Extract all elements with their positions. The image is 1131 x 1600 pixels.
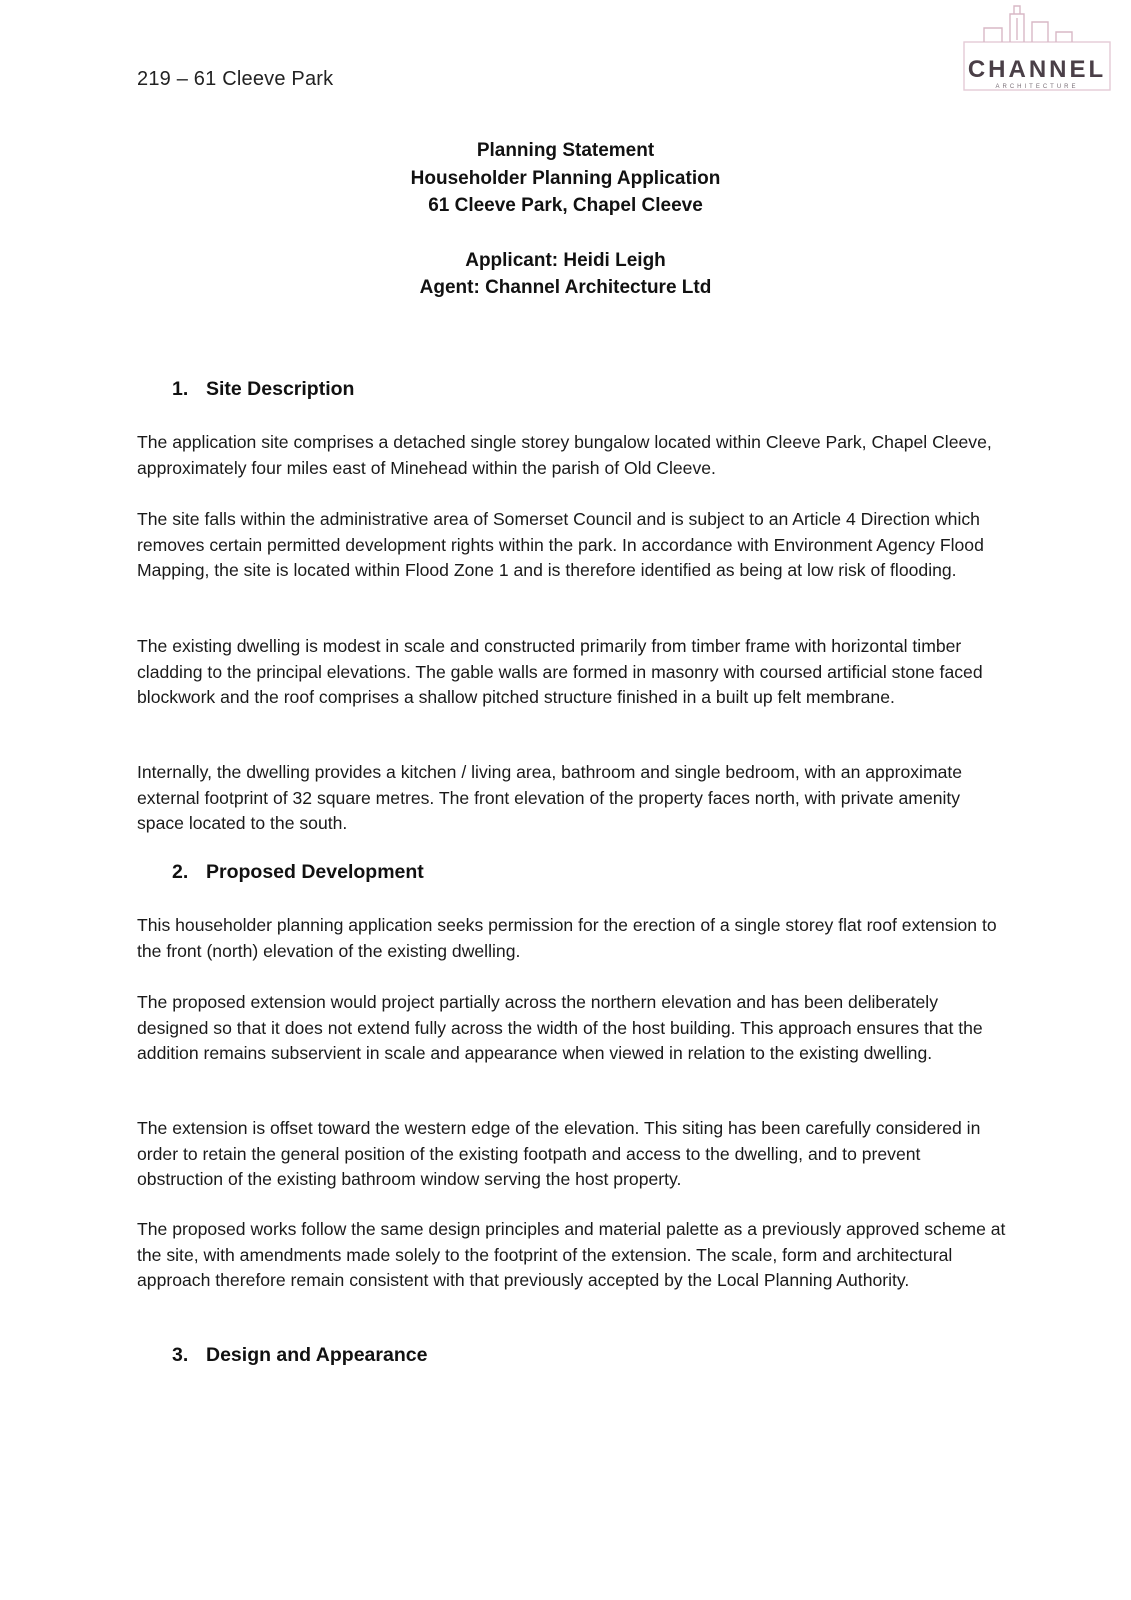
document-reference: 219 – 61 Cleeve Park [137, 68, 334, 90]
logo-wordmark: CHANNEL [967, 56, 1107, 83]
paragraph: The proposed extension would project partially across the northern elevation and has been deliberately designed so that it does not extend fully across the width of the host building. This approach ensures that the addition remains subservient in scale and appearance when viewed in relation to the existing dwelling. [137, 992, 983, 1064]
channel-architecture-logo [962, 4, 1122, 94]
applicant-line: Applicant: Heidi Leigh [465, 249, 666, 271]
application-type: Householder Planning Application [410, 167, 721, 189]
section-title: Site Description [206, 378, 355, 400]
section-heading-proposed-development [172, 861, 424, 884]
section-heading-design-and-appearance [172, 1344, 427, 1367]
logo-subtitle: ARCHITECTURE [995, 84, 1079, 90]
section-number: 1. [172, 378, 189, 400]
paragraph: The application site comprises a detached single storey bungalow located within Cleeve Park, Chapel Cleeve, approximately four miles east of Minehead within the parish of Old Cleeve. [137, 432, 992, 478]
paragraph: This householder planning application seeks permission for the erection of a single storey flat roof extension to the front (north) elevation of the existing dwelling. [137, 915, 997, 961]
agent-line: Agent: Channel Architecture Ltd [419, 277, 712, 298]
section-title: Design and Appearance [206, 1344, 428, 1366]
section-title: Proposed Development [206, 861, 424, 883]
title-block [0, 137, 1131, 302]
paragraph: The site falls within the administrative area of Somerset Council and is subject to an Article 4 Direction which removes certain permitted development rights within the park. In accordance with Environment Agency Flood Mapping, the site is located within Flood Zone 1 and is therefore identified as being at low risk of flooding. [137, 509, 984, 581]
section-number: 2. [172, 861, 189, 883]
document-title: Planning Statement [476, 140, 655, 161]
section-heading-site-description [172, 378, 354, 401]
paragraph: The existing dwelling is modest in scale and constructed primarily from timber frame with horizontal timber cladding to the principal elevations. The gable walls are formed in masonry with coursed artificial stone faced blockwork and the roof comprises a shallow pitched structure finished in a built up felt membrane. [137, 636, 983, 708]
section-number: 3. [172, 1344, 189, 1366]
paragraph: Internally, the dwelling provides a kitchen / living area, bathroom and single bedroom, with an approximate external footprint of 32 square metres. The front elevation of the property faces north, with private amenity space located to the south. [137, 762, 963, 834]
paragraph: The extension is offset toward the western edge of the elevation. This siting has been carefully considered in order to retain the general position of the existing footpath and access to the dwelling, and to prevent obstruction of the existing bathroom window serving the host property. [137, 1118, 981, 1190]
site-address: 61 Cleeve Park, Chapel Cleeve [428, 195, 703, 216]
paragraph: The proposed works follow the same design principles and material palette as a previously approved scheme at the site, with amendments made solely to the footprint of the extension. The scale, form and architectural approach therefore remain consistent with that previously accepted by the Local Planning Authority. [137, 1219, 1006, 1291]
